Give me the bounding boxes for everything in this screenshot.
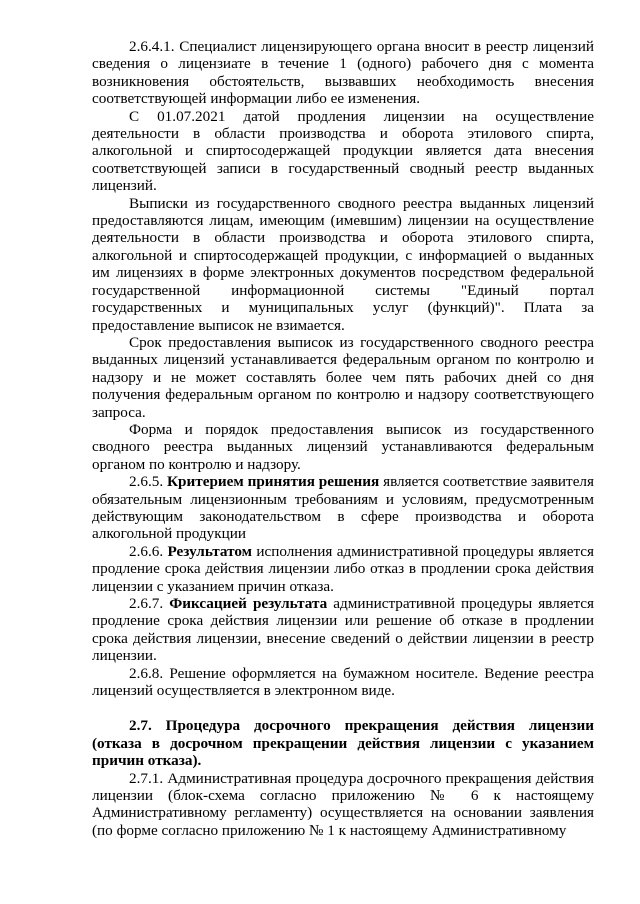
clause-number: 2.6.5.	[129, 473, 164, 491]
bold-term: Фиксацией результата	[169, 595, 328, 612]
paragraph-extract-term: Срок предоставления выписок из государственного сводного реестра выданных лицензий устанавливается федеральным органом по контролю и надзору и не может составлять более чем пять рабочих дней со дня получения федеральным органом по контролю и надзору соответствующего запроса.	[92, 333, 594, 421]
paragraph-2-6-7	[92, 595, 594, 665]
clause-text: административной процедуры является продление срока действия лицензии или решение об отказе в продлении срока действия лицензии, внесение сведений о действии лицензии в реестр лицензии.	[92, 595, 595, 665]
paragraph-renewal-date: С 01.07.2021 датой продления лицензии на осуществление деятельности в области производства и оборота этилового спирта, алкогольной и спиртосодержащей продукции является дата внесения соответствующей записи в государственный сводный реестр выданных лицензий.	[92, 107, 594, 195]
paragraph-2-7-1: 2.7.1. Административная процедура досрочного прекращения действия лицензии (блок-схема согласно приложению № 6 к настоящему Административному регламенту) осуществляется на основании заявления (по форме согласно приложению № 1 к настоящему Административному	[92, 769, 594, 839]
clause-number: 2.6.6.	[129, 542, 164, 560]
document-body	[92, 38, 594, 839]
paragraph-register-extracts: Выписки из государственного сводного реестра выданных лицензий предоставляются лицам, имеющим (имевшим) лицензии на осуществление деятельности в области производства и оборота этилового спирта, алкогольной и спиртосодержащей продукции, с информацией о выданных им лицензиях в форме электронных документов посредством федеральной государственной информационной системы "Единый портал государственных и муниципальных услуг (функций)". Плата за предоставление выписок не взимается.	[92, 194, 594, 334]
paragraph-2-6-5	[92, 473, 594, 543]
clause-text: исполнения административной процедуры является продление срока действия лицензии либо отказ в продлении срока действия лицензии с указанием причин отказа.	[92, 542, 595, 595]
paragraph-2-6-4-1: 2.6.4.1. Специалист лицензирующего органа вносит в реестр лицензий сведения о лицензиате в течение 1 (одного) рабочего дня с момента возникновения обстоятельств, вызвавших необходимость внесения соответствующей информации либо ее изменения.	[92, 38, 594, 108]
bold-term: Результатом	[167, 542, 253, 560]
paragraph-2-6-6	[92, 543, 594, 595]
section-heading-2-7: 2.7. Процедура досрочного прекращения действия лицензии (отказа в досрочном прекращении действия лицензии с указанием причин отказа).	[92, 717, 594, 770]
bold-term: Критерием принятия решения	[167, 473, 380, 491]
clause-number: 2.6.7.	[129, 595, 164, 612]
paragraph-extract-form: Форма и порядок предоставления выписок из государственного сводного реестра выданных лицензий устанавливаются федеральным органом по контролю и надзору.	[92, 420, 594, 473]
paragraph-2-6-8: 2.6.8. Решение оформляется на бумажном носителе. Ведение реестра лицензий осуществляется в электронном виде.	[92, 664, 594, 700]
section-gap	[92, 699, 594, 717]
clause-text: является соответствие заявителя обязательным лицензионным требованиям и условиям, предусмотренным действующим законодательством в сфере производства и оборота алкогольной продукции	[92, 473, 594, 543]
